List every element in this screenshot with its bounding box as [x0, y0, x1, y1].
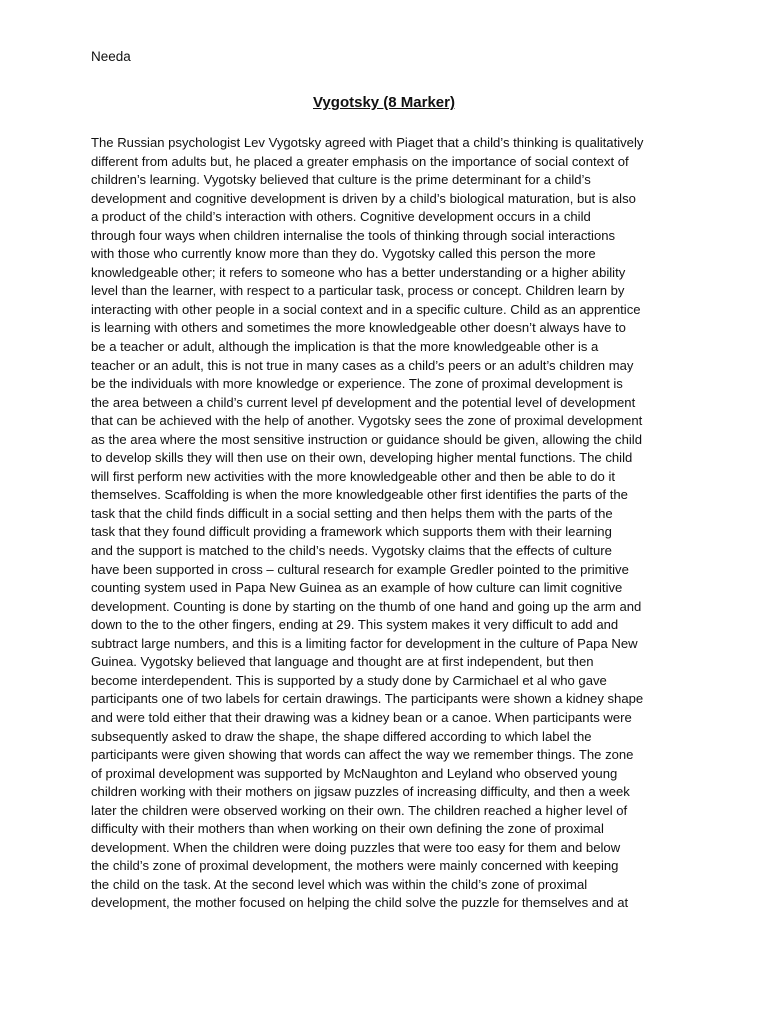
author-name: Needa [91, 49, 131, 64]
body-line: development. Counting is done by starting on the thumb of one hand and going up the arm and [91, 598, 642, 614]
body-line: knowledgeable other; it refers to someone who has a better understanding or a higher ability [91, 264, 626, 280]
body-line: task that they found difficult providing a framework which supports them with their learning [91, 524, 612, 540]
body-line: participants one of two labels for certain drawings. The participants were shown a kidney shape [91, 691, 644, 707]
body-line: subsequently asked to draw the shape, the shape differed according to which label the [91, 728, 592, 744]
body-paragraph [91, 134, 691, 913]
body-line: down to the to the other fingers, ending at 29. This system makes it very difficult to add and [91, 617, 619, 633]
body-line: be the individuals with more knowledge or experience. The zone of proximal development is [91, 376, 623, 392]
body-line: different from adults but, he placed a greater emphasis on the importance of social context of [91, 153, 629, 169]
body-line: a product of the child’s interaction with others. Cognitive development occurs in a child [91, 209, 591, 225]
body-line: Guinea. Vygotsky believed that language and thought are at first independent, but then [91, 654, 594, 670]
body-line: will first perform new activities with the more knowledgeable other and then be able to do it [91, 468, 616, 484]
body-line: subtract large numbers, and this is a limiting factor for development in the culture of Papa New [91, 635, 638, 651]
body-line: participants were given showing that words can affect the way we remember things. The zone [91, 747, 634, 763]
body-line: that can be achieved with the help of another. Vygotsky sees the zone of proximal development [91, 413, 643, 429]
body-line: the child’s zone of proximal development, the mothers were mainly concerned with keeping [91, 858, 619, 874]
body-line: interacting with other people in a social context and in a specific culture. Child as an apprentice [91, 301, 641, 317]
body-line: difficulty with their mothers than when working on their own defining the zone of proximal [91, 821, 604, 837]
body-line: to develop skills they will then use on their own, developing higher mental functions. The child [91, 450, 633, 466]
body-line: and were told either that their drawing was a kidney bean or a canoe. When participants were [91, 709, 632, 725]
body-line: teacher or an adult, this is not true in many cases as a child’s peers or an adult’s children may [91, 357, 634, 373]
body-line: be a teacher or adult, although the implication is that the more knowledgeable other is a [91, 339, 599, 355]
body-line: The Russian psychologist Lev Vygotsky agreed with Piaget that a child’s thinking is qualitatively [91, 135, 644, 150]
body-line: the area between a child’s current level pf development and the potential level of development [91, 394, 636, 410]
body-line: level than the learner, with respect to a particular task, process or concept. Children learn by [91, 283, 625, 299]
body-line: children working with their mothers on jigsaw puzzles of increasing difficulty, and then a week [91, 784, 630, 800]
body-line: become interdependent. This is supported by a study done by Carmichael et al who gave [91, 672, 607, 688]
body-line: is learning with others and sometimes the more knowledgeable other doesn’t always have to [91, 320, 626, 336]
body-line: later the children were observed working on their own. The children reached a higher level of [91, 802, 628, 818]
body-line: with those who currently know more than they do. Vygotsky called this person the more [91, 246, 596, 262]
body-line: development and cognitive development is driven by a child’s biological maturation, but is also [91, 190, 636, 206]
body-line: of proximal development was supported by McNaughton and Leyland who observed young [91, 765, 618, 781]
body-line: themselves. Scaffolding is when the more knowledgeable other first identifies the parts of the [91, 487, 628, 503]
body-line: through four ways when children internalise the tools of thinking through social interactions [91, 227, 616, 243]
body-line: counting system used in Papa New Guinea as an example of how culture can limit cognitive [91, 580, 623, 596]
body-line: children’s learning. Vygotsky believed that culture is the prime determinant for a child’s [91, 172, 591, 188]
body-line: development, the mother focused on helping the child solve the puzzle for themselves and at [91, 895, 629, 911]
body-line: development. When the children were doing puzzles that were too easy for them and below [91, 839, 621, 855]
body-line: have been supported in cross – cultural research for example Gredler pointed to the primitive [91, 561, 629, 577]
body-line: task that the child finds difficult in a social setting and then helps them with the parts of the [91, 505, 613, 521]
document-title: Vygotsky (8 Marker) [312, 94, 455, 111]
body-line: as the area where the most sensitive instruction or guidance should be given, allowing the child [91, 431, 642, 447]
body-line: and the support is matched to the child’s needs. Vygotsky claims that the effects of culture [91, 543, 612, 559]
body-line: the child on the task. At the second level which was within the child’s zone of proximal [91, 876, 588, 892]
